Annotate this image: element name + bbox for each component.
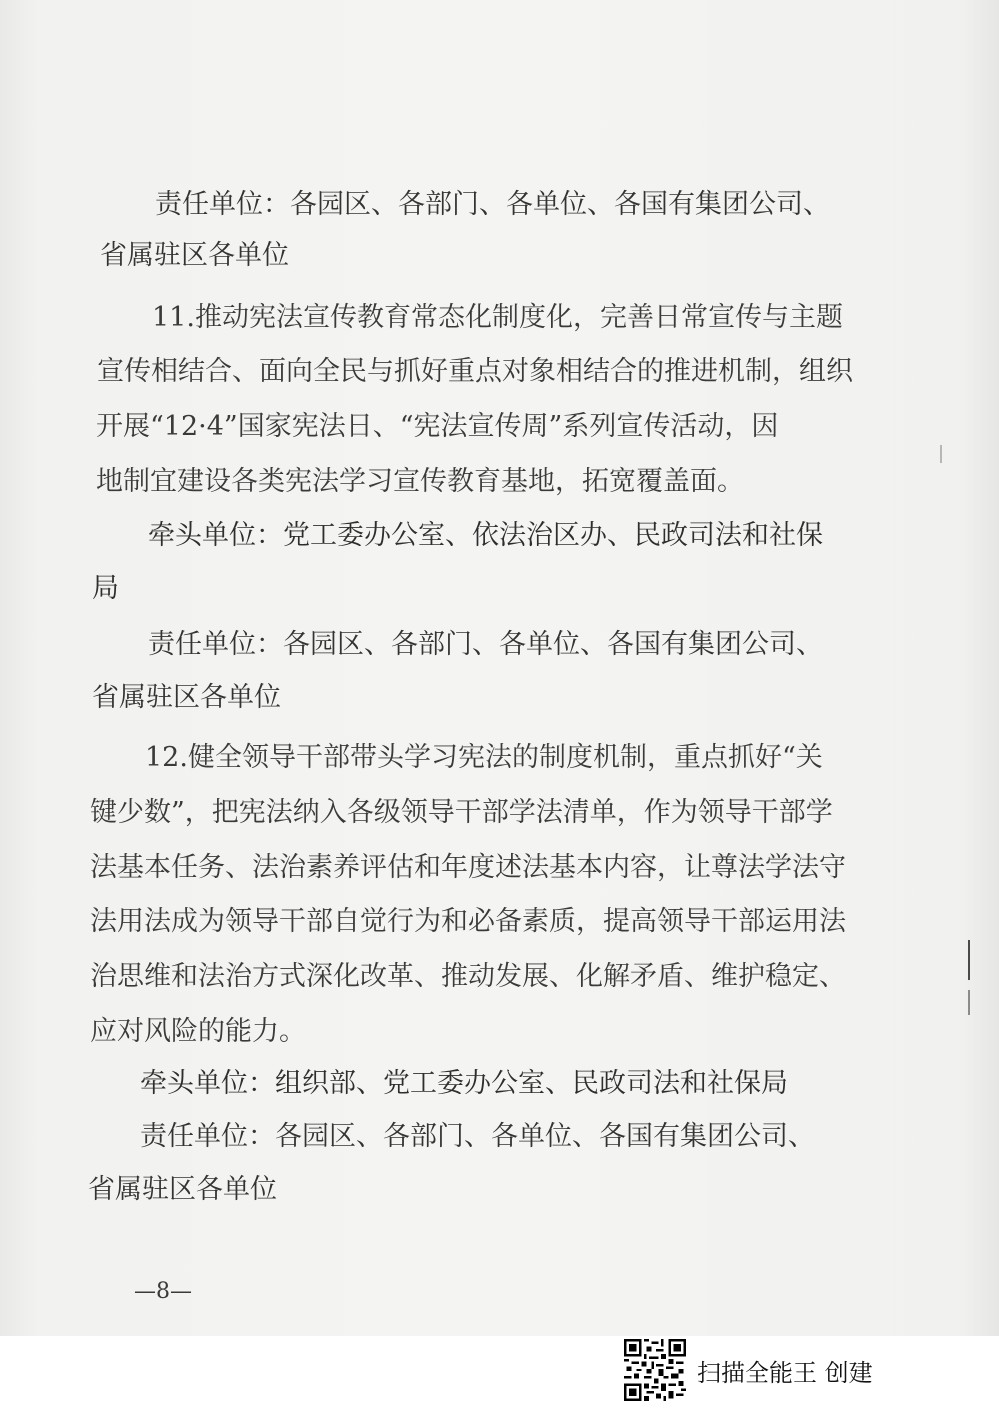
item-12-line-1: 12.健全领导干部带头学习宪法的制度机制，重点抓好“关 xyxy=(145,742,823,773)
responsibility-units-continuation: 省属驻区各单位 xyxy=(100,240,289,271)
item-12-line-3: 法基本任务、法治素养评估和年度述法基本内容，让尊法学法守 xyxy=(90,852,846,883)
item-11-responsibility-units-continuation: 省属驻区各单位 xyxy=(92,682,281,713)
item-11-line-4: 地制宜建设各类宪法学习宣传教育基地，拓宽覆盖面。 xyxy=(96,466,744,497)
responsibility-units-line: 责任单位：各园区、各部门、各单位、各国有集团公司、 xyxy=(155,189,830,220)
item-11-responsibility-units: 责任单位：各园区、各部门、各单位、各国有集团公司、 xyxy=(148,629,823,660)
scan-artifact-mark xyxy=(940,445,942,463)
scan-artifact-mark xyxy=(968,990,970,1015)
item-12-line-5: 治思维和法治方式深化改革、推动发展、化解矛盾、维护稳定、 xyxy=(90,961,846,992)
item-12-lead-units: 牵头单位：组织部、党工委办公室、民政司法和社保局 xyxy=(140,1068,788,1099)
item-12-line-2: 键少数”，把宪法纳入各级领导干部学法清单，作为领导干部学 xyxy=(90,797,833,828)
item-11-line-2: 宣传相结合、面向全民与抓好重点对象相结合的推进机制，组织 xyxy=(97,356,853,387)
item-12-line-6: 应对风险的能力。 xyxy=(90,1016,306,1047)
item-11-line-3: 开展“12·4”国家宪法日、“宪法宣传周”系列宣传活动，因 xyxy=(96,411,779,442)
item-12-line-4: 法用法成为领导干部自觉行为和必备素质，提高领导干部运用法 xyxy=(90,906,846,937)
item-12-responsibility-units-continuation: 省属驻区各单位 xyxy=(88,1174,277,1205)
page-number: —8— xyxy=(134,1279,192,1304)
item-11-lead-units: 牵头单位：党工委办公室、依法治区办、民政司法和社保 xyxy=(148,520,823,551)
scanner-app-credit: 扫描全能王 创建 xyxy=(697,1359,873,1387)
item-11-line-1: 11.推动宪法宣传教育常态化制度化，完善日常宣传与主题 xyxy=(152,302,843,333)
qr-code-icon xyxy=(624,1339,686,1401)
item-11-lead-units-continuation: 局 xyxy=(92,573,119,604)
item-12-responsibility-units: 责任单位：各园区、各部门、各单位、各国有集团公司、 xyxy=(140,1121,815,1152)
scan-artifact-mark xyxy=(968,940,970,980)
